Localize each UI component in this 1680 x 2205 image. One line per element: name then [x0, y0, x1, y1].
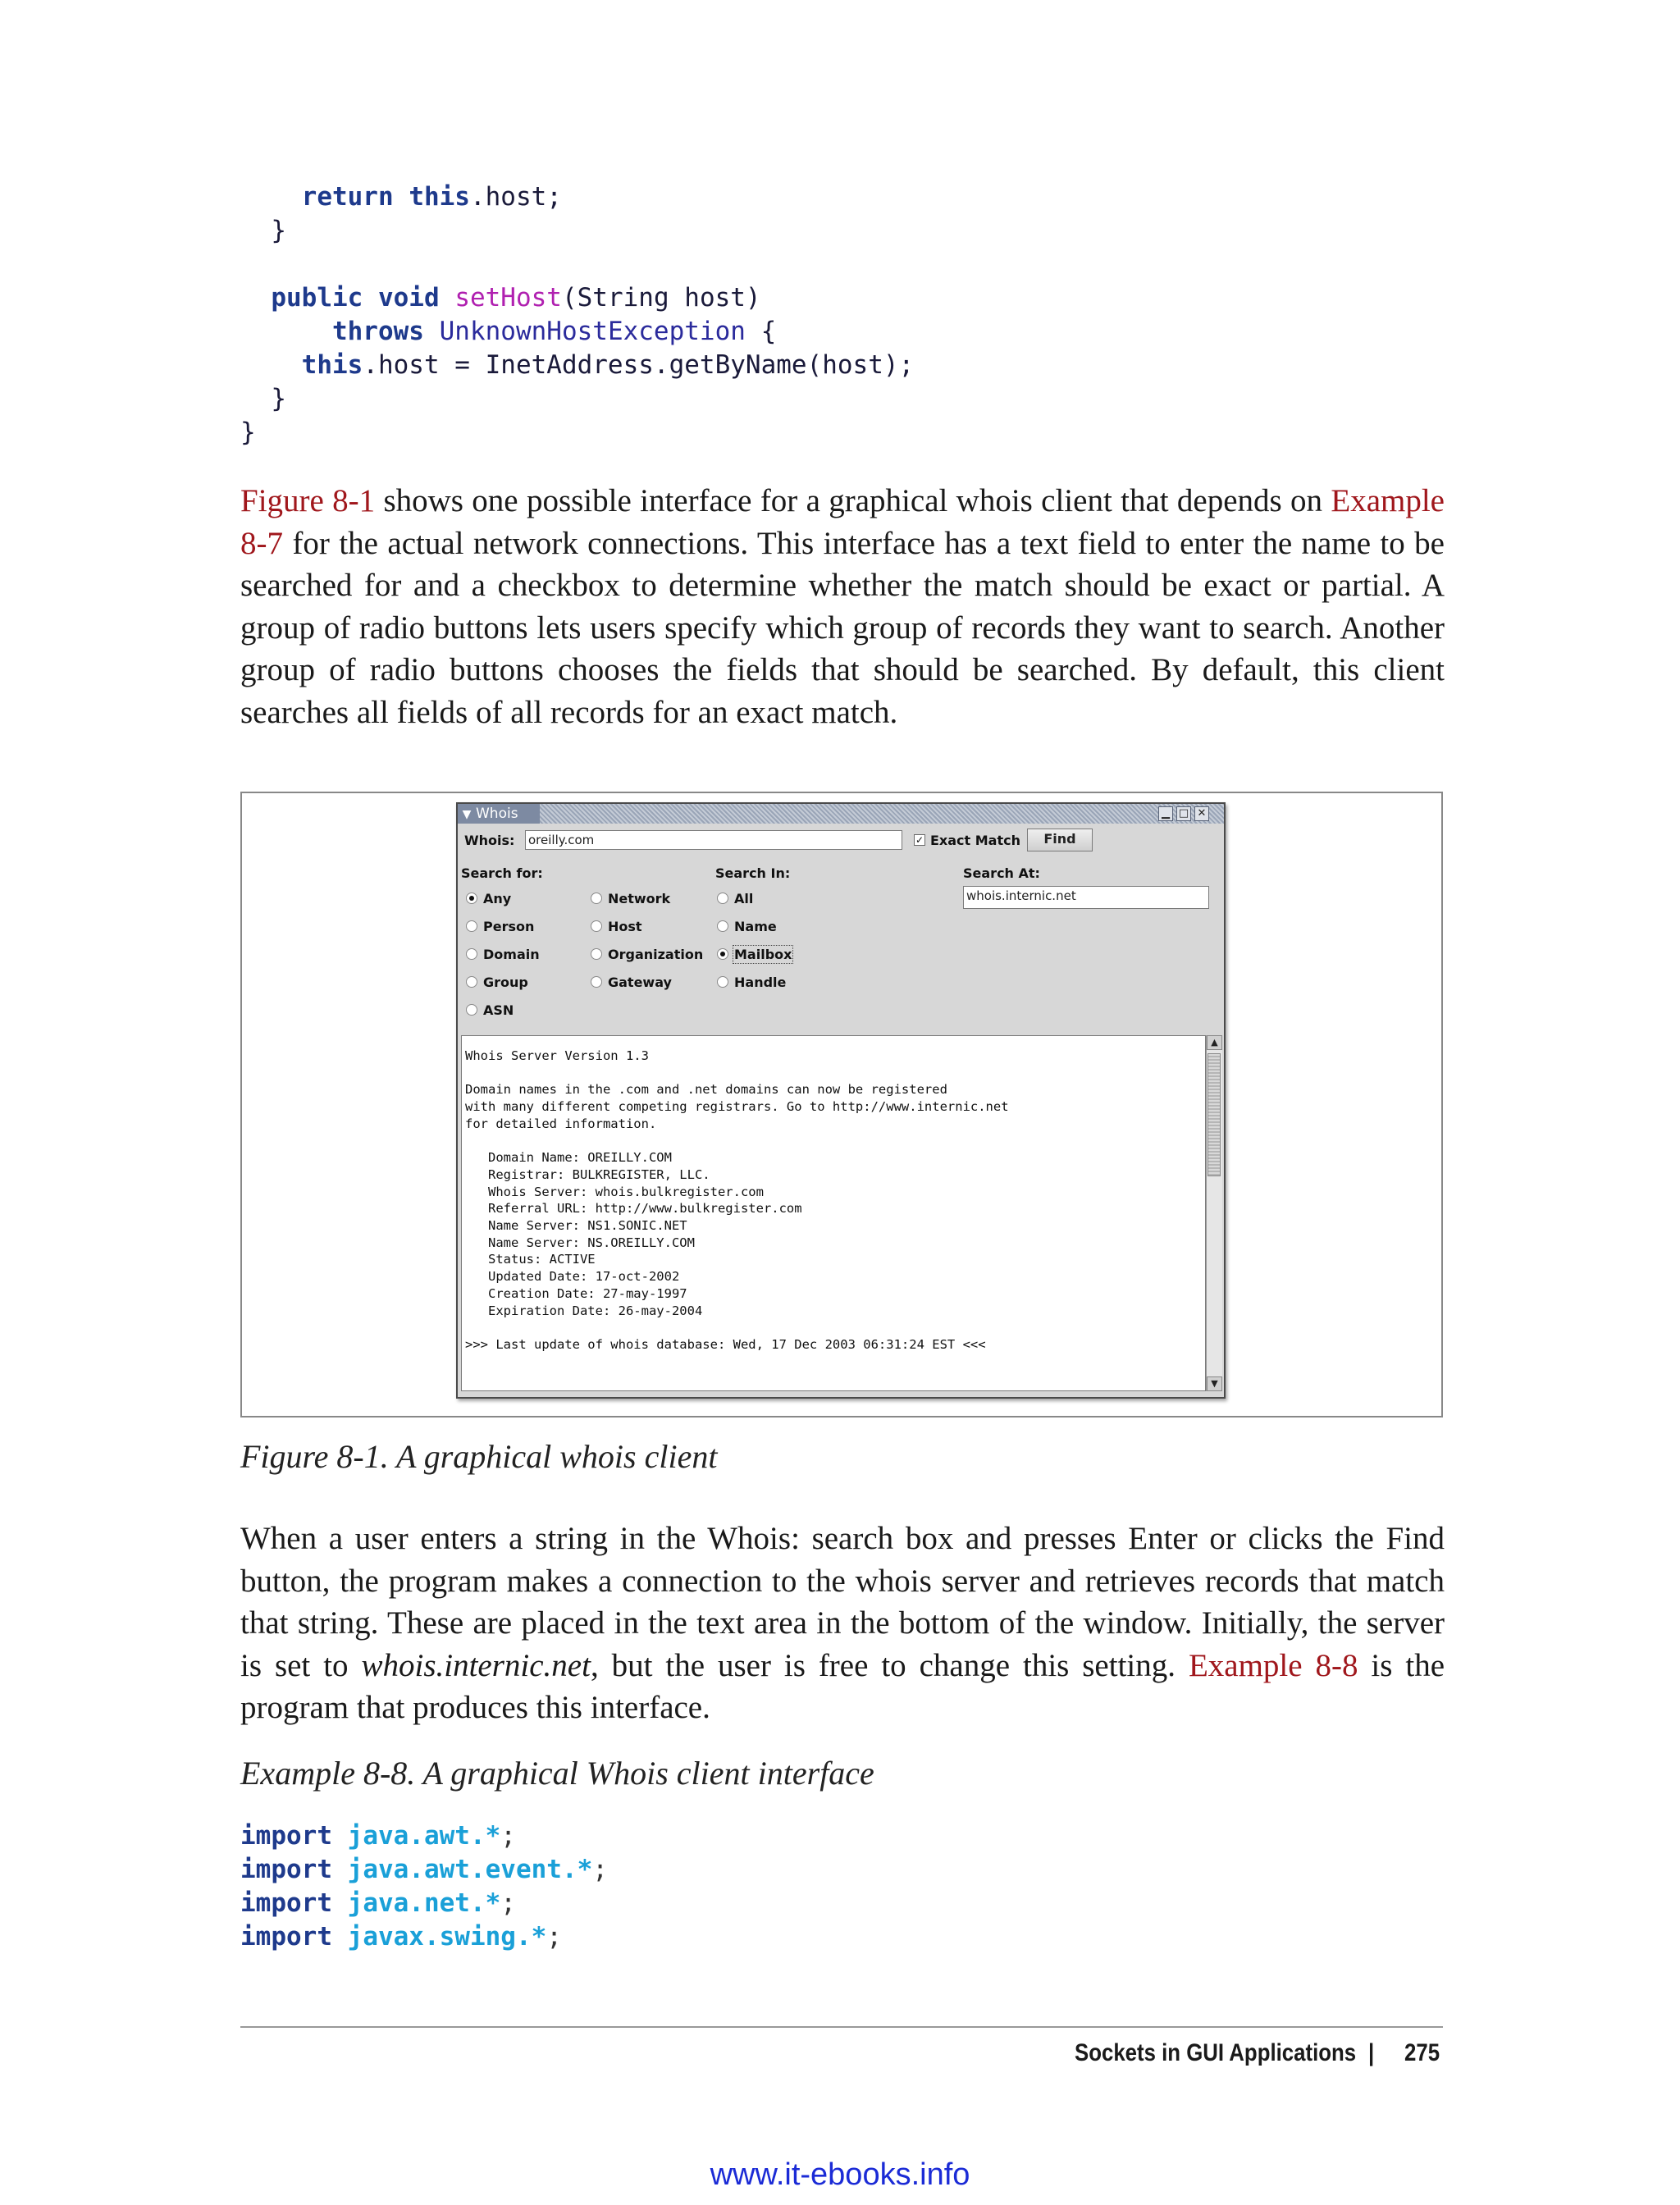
- radio-network[interactable]: Network: [591, 889, 670, 907]
- exact-match-label: Exact Match: [930, 833, 1020, 848]
- code-block-imports: [240, 1819, 608, 1954]
- footer-section-title: Sockets in GUI Applications: [1075, 2039, 1357, 2066]
- radio-dot: [717, 920, 728, 932]
- radio-handle[interactable]: Handle: [717, 973, 786, 991]
- radio-gateway[interactable]: Gateway: [591, 973, 672, 991]
- radio-dot: [717, 976, 728, 988]
- radio-mailbox[interactable]: Mailbox: [717, 945, 792, 963]
- page-number: 275: [1404, 2039, 1440, 2066]
- radio-dot: [466, 920, 477, 932]
- code-line: throws UnknownHostException {: [331, 317, 777, 346]
- footer-rule: [240, 2026, 1443, 2028]
- window-title-area: [458, 804, 540, 824]
- scroll-up-icon[interactable]: ▲: [1207, 1035, 1222, 1050]
- code-line: }: [271, 216, 286, 245]
- example-link[interactable]: Example 8-7: [240, 483, 1445, 561]
- radio-dot: [717, 892, 728, 904]
- scroll-down-icon[interactable]: ▼: [1207, 1376, 1222, 1391]
- radio-all[interactable]: All: [717, 889, 753, 907]
- search-for-label: Search for:: [461, 865, 543, 881]
- body-paragraph-2: When a user enters a string in the Whois: search box and presses Enter or clicks the Find button, the program makes a connection to the whois server and retrieves records that match that string. These are placed in the text area in the bottom of the window. Initially, the server is set to whois.internic.net, but the user is free to change this setting. Example 8-8 is the program that produces this interface.: [240, 1521, 1445, 1725]
- whois-label: Whois:: [464, 833, 515, 848]
- scroll-thumb[interactable]: [1208, 1053, 1221, 1176]
- radio-dot: [466, 892, 477, 904]
- search-in-label: Search In:: [715, 865, 791, 881]
- exact-match-checkbox[interactable]: ✓: [915, 834, 924, 846]
- radio-person[interactable]: Person: [466, 917, 534, 935]
- code-line: this.host = InetAddress.getByName(host);: [301, 350, 915, 380]
- radio-organization[interactable]: Organization: [591, 945, 703, 963]
- close-icon[interactable]: ✕: [1194, 806, 1209, 821]
- radio-host[interactable]: Host: [591, 917, 642, 935]
- code-line: return this.host;: [301, 182, 562, 212]
- radio-dot: [591, 892, 602, 904]
- find-button[interactable]: Find: [1027, 829, 1093, 851]
- radio-domain[interactable]: Domain: [466, 945, 540, 963]
- code-block-top: [240, 180, 914, 450]
- window-menu-icon[interactable]: ▼: [462, 808, 472, 821]
- watermark-link[interactable]: www.it-ebooks.info: [710, 2157, 970, 2192]
- radio-dot: [466, 1004, 477, 1016]
- window-title: Whois: [476, 806, 518, 822]
- output-text: Whois Server Version 1.3 Domain names in the .com and .net domains can now be registered with many different competing registrars. Go to http://www.internic.net for detailed information. Domain Name: OREILLY.COM Registrar: BULKREGISTER, LLC. Whois Server: whois.bulkregister.com Referral URL: http://www.bulkregister.com Name Server: NS1.SONIC.NET Name Server: NS.OREILLY.COM Status: ACTIVE Updated Date: 17-oct-2002 Creation Date: 27-may-1997 Expiration Date: 26-may-2004 >>> Last update of whois database: Wed, 17 Dec 2003 06:31:24 EST <<<: [465, 1048, 1009, 1352]
- code-line: }: [240, 418, 256, 447]
- whois-input[interactable]: oreilly.com: [525, 830, 902, 850]
- figure-link[interactable]: Figure 8-1: [240, 483, 376, 518]
- radio-group[interactable]: Group: [466, 973, 528, 991]
- search-at-label: Search At:: [963, 865, 1040, 881]
- figure-caption: Figure 8-1. A graphical whois client: [240, 1438, 718, 1475]
- example-link[interactable]: Example 8-8: [1188, 1647, 1358, 1683]
- import-line: import javax.swing.*;: [240, 1922, 562, 1952]
- vertical-scrollbar[interactable]: [1206, 1035, 1222, 1391]
- output-textarea[interactable]: [461, 1035, 1206, 1391]
- radio-asn[interactable]: ASN: [466, 1001, 514, 1019]
- server-name: whois.internic.net: [361, 1647, 591, 1683]
- import-line: import java.awt.*;: [240, 1821, 516, 1851]
- window-titlebar[interactable]: [458, 804, 1224, 824]
- radio-dot: [466, 948, 477, 960]
- radio-dot: [466, 976, 477, 988]
- code-line: }: [271, 384, 286, 413]
- body-paragraph-1: Figure 8-1 shows one possible interface for a graphical whois client that depends on Example 8-7 for the actual network connections. This interface has a text field to enter the name to be searched for and a checkbox to determine whether the match should be exact or partial. A group of radio buttons lets users specify which group of records they want to search. Another group of radio buttons chooses the fields that should be searched. By default, this client searches all fields of all records for an exact match.: [240, 483, 1445, 730]
- radio-dot: [591, 976, 602, 988]
- code-line: public void setHost(String host): [271, 283, 761, 313]
- radio-dot: [591, 920, 602, 932]
- import-line: import java.net.*;: [240, 1888, 516, 1918]
- import-line: import java.awt.event.*;: [240, 1855, 608, 1884]
- radio-any[interactable]: Any: [466, 889, 511, 907]
- radio-dot: [717, 948, 728, 960]
- radio-dot: [591, 948, 602, 960]
- search-at-input[interactable]: whois.internic.net: [963, 886, 1209, 909]
- example-caption: Example 8-8. A graphical Whois client interface: [240, 1755, 874, 1792]
- whois-window: [456, 802, 1226, 1399]
- footer-separator: |: [1368, 2039, 1375, 2066]
- maximize-icon[interactable]: □: [1176, 806, 1191, 821]
- radio-name[interactable]: Name: [717, 917, 777, 935]
- minimize-icon[interactable]: ▁: [1158, 806, 1173, 821]
